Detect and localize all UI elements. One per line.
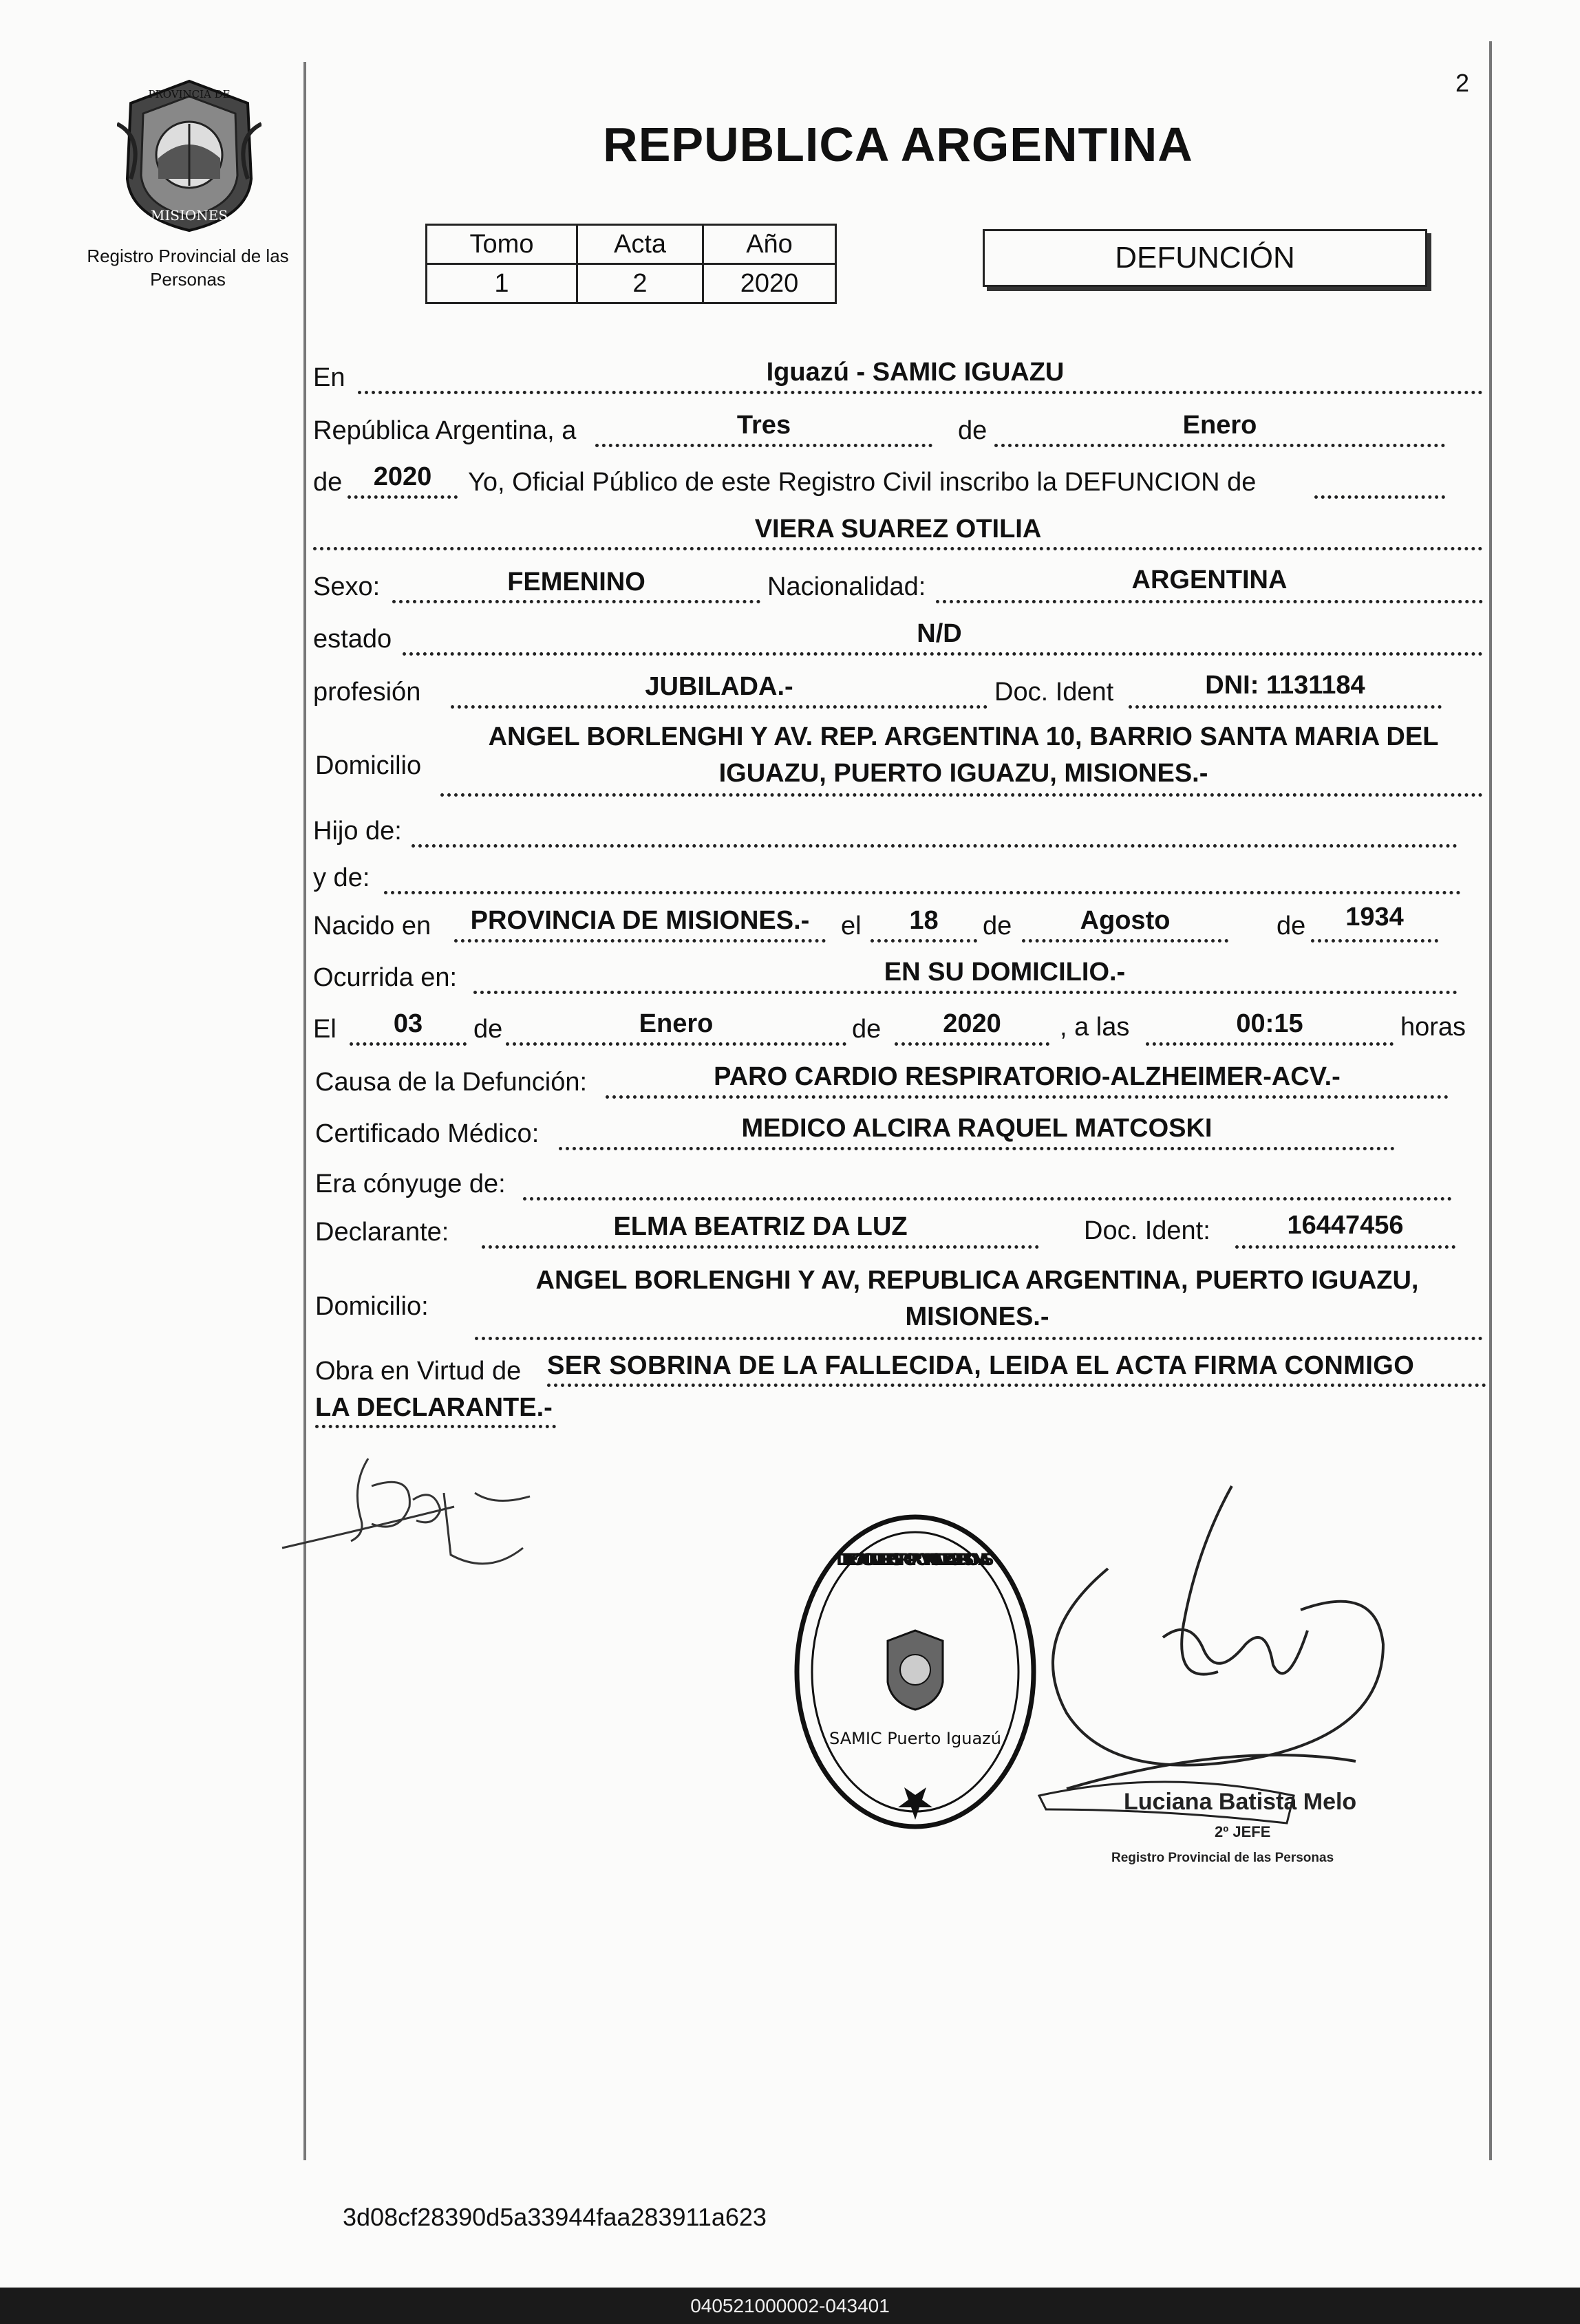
domicilio2-label: Domicilio: xyxy=(315,1292,429,1321)
de-label: de xyxy=(983,912,1012,940)
el-label: El xyxy=(313,1015,337,1044)
sexo-label: Sexo: xyxy=(313,572,381,601)
page-number: 2 xyxy=(1455,69,1470,97)
oficial-text: Yo, Oficial Público de este Registro Civil inscribo la DEFUNCION de xyxy=(468,468,1257,497)
declarante-label: Declarante: xyxy=(315,1218,449,1247)
dotted-line xyxy=(440,793,1483,797)
a-las-label: , a las xyxy=(1060,1013,1130,1042)
dotted-line xyxy=(350,1042,467,1046)
left-border xyxy=(303,62,306,2160)
dotted-line xyxy=(1235,1245,1455,1249)
horas-label: horas xyxy=(1400,1013,1466,1042)
table-header-row xyxy=(427,225,836,264)
death-day-value: 03 xyxy=(393,1009,423,1038)
de-label: de xyxy=(473,1015,503,1044)
header-tomo: Tomo xyxy=(427,225,577,264)
y-de-label: y de: xyxy=(313,863,370,892)
nacido-label: Nacido en xyxy=(313,912,431,940)
birth-year-value: 1934 xyxy=(1345,903,1404,932)
dotted-line xyxy=(506,1042,846,1046)
dotted-line xyxy=(348,495,458,499)
death-time-value: 00:15 xyxy=(1236,1009,1303,1038)
obra-label: Obra en Virtud de xyxy=(315,1357,522,1386)
signatory-role: 2º JEFE xyxy=(1215,1823,1271,1840)
dotted-line xyxy=(1146,1042,1394,1046)
dotted-line xyxy=(871,939,977,943)
header-anio: Año xyxy=(703,225,836,264)
death-year-value: 2020 xyxy=(943,1009,1001,1038)
profesion-value: JUBILADA.- xyxy=(645,672,793,701)
dotted-line xyxy=(392,600,760,603)
document-type-box: DEFUNCIÓN xyxy=(983,229,1427,287)
birth-day-value: 18 xyxy=(909,906,939,935)
svg-text:SAMIC Puerto Iguazú: SAMIC Puerto Iguazú xyxy=(829,1729,1001,1748)
value-acta: 2 xyxy=(577,264,703,303)
dotted-line xyxy=(936,600,1483,603)
domicilio-line1: ANGEL BORLENGHI Y AV. REP. ARGENTINA 10, BARRIO SANTA MARIA DEL xyxy=(488,722,1439,751)
header-acta: Acta xyxy=(577,225,703,264)
ocurrida-label: Ocurrida en: xyxy=(313,963,458,992)
dotted-line xyxy=(559,1147,1395,1150)
organization-name: Registro Provincial de las Personas xyxy=(87,246,289,290)
domicilio2-line1: ANGEL BORLENGHI Y AV, REPUBLICA ARGENTINA, PUERTO IGUAZU, xyxy=(535,1266,1419,1295)
svg-text:DELEGACION DEL REGISTRO PROVIN: DELEGACION DEL REGISTRO PROVINCIAL DE LAS PERSONAS xyxy=(836,1550,994,1569)
estado-label: estado xyxy=(313,625,392,654)
domicilio2-line2: MISIONES.- xyxy=(905,1302,1049,1331)
birth-month-value: Agosto xyxy=(1080,906,1171,935)
value-tomo: 1 xyxy=(427,264,577,303)
conyuge-label: Era cónyuge de: xyxy=(315,1170,506,1198)
causa-value: PARO CARDIO RESPIRATORIO-ALZHEIMER-ACV.- xyxy=(714,1062,1341,1091)
dotted-line xyxy=(475,1337,1483,1340)
nacionalidad-value: ARGENTINA xyxy=(1131,566,1288,594)
declarante-value: ELMA BEATRIZ DA LUZ xyxy=(613,1212,908,1241)
signatory-name: Luciana Batista Melo xyxy=(1124,1789,1357,1815)
obra-line2: LA DECLARANTE.- xyxy=(315,1393,553,1422)
dotted-line xyxy=(384,891,1461,894)
registry-table xyxy=(425,224,837,304)
dotted-line xyxy=(895,1042,1049,1046)
deceased-name-value: VIERA SUAREZ OTILIA xyxy=(754,515,1042,544)
dotted-line xyxy=(315,1425,556,1428)
dotted-line xyxy=(547,1384,1486,1387)
de-label: de xyxy=(313,468,343,497)
dotted-line xyxy=(451,705,988,709)
day-words-value: Tres xyxy=(736,411,791,440)
domicilio-line2: IGUAZU, PUERTO IGUAZU, MISIONES.- xyxy=(718,759,1208,788)
nacionalidad-label: Nacionalidad: xyxy=(767,572,926,601)
place-value: Iguazú - SAMIC IGUAZU xyxy=(766,358,1065,387)
causa-label: Causa de la Defunción: xyxy=(315,1068,588,1097)
dotted-line xyxy=(358,391,1483,394)
dotted-line xyxy=(313,547,1483,550)
profesion-label: profesión xyxy=(313,678,421,707)
dotted-line xyxy=(473,991,1458,994)
republica-label: República Argentina, a xyxy=(313,416,577,445)
certificado-value: MEDICO ALCIRA RAQUEL MATCOSKI xyxy=(741,1114,1213,1143)
doc-ident-value: DNI: 1131184 xyxy=(1205,671,1365,700)
doc-ident2-value: 16447456 xyxy=(1287,1211,1404,1240)
dotted-line xyxy=(412,844,1458,848)
dotted-line xyxy=(1129,705,1442,709)
dotted-line xyxy=(523,1197,1452,1201)
hijo-label: Hijo de: xyxy=(313,817,402,846)
year-value: 2020 xyxy=(373,462,432,491)
obra-line1: SER SOBRINA DE LA FALLECIDA, LEIDA EL ACTA FIRMA CONMIGO xyxy=(547,1351,1415,1380)
dotted-line xyxy=(482,1245,1039,1249)
dotted-line xyxy=(1311,939,1438,943)
en-label: En xyxy=(313,363,345,392)
dotted-line xyxy=(454,939,826,943)
signatory-org: Registro Provincial de las Personas xyxy=(1111,1851,1334,1865)
table-row xyxy=(427,264,836,303)
document-hash: 3d08cf28390d5a33944faa283911a623 xyxy=(343,2203,767,2231)
dotted-line xyxy=(1022,939,1228,943)
death-month-value: Enero xyxy=(639,1009,714,1038)
dotted-line xyxy=(1314,495,1445,499)
right-border xyxy=(1489,41,1492,2160)
certificado-label: Certificado Médico: xyxy=(315,1119,540,1148)
dotted-line xyxy=(994,444,1445,447)
page-title: REPUBLICA ARGENTINA xyxy=(603,118,1193,171)
official-seal-stamp xyxy=(791,1510,1039,1833)
domicilio-label: Domicilio xyxy=(315,751,422,780)
el-label: el xyxy=(841,912,862,940)
dotted-line xyxy=(606,1095,1449,1099)
svg-text:MISIONES: MISIONES xyxy=(150,207,228,224)
de-label: de xyxy=(1277,912,1306,940)
month-words-value: Enero xyxy=(1182,411,1257,440)
svg-text:PROVINCIA DE: PROVINCIA DE xyxy=(148,88,231,100)
sexo-value: FEMENINO xyxy=(507,568,645,596)
footer-id: 040521000002-043401 xyxy=(0,2288,1580,2324)
de-label: de xyxy=(958,416,988,445)
nacido-value: PROVINCIA DE MISIONES.- xyxy=(470,906,810,935)
dotted-line xyxy=(595,444,932,447)
doc-ident2-label: Doc. Ident: xyxy=(1084,1216,1210,1245)
dotted-line xyxy=(403,652,1483,656)
declarant-signature xyxy=(268,1445,585,1582)
value-anio: 2020 xyxy=(703,264,836,303)
doc-ident-label: Doc. Ident xyxy=(994,678,1114,707)
ocurrida-value: EN SU DOMICILIO.- xyxy=(884,958,1126,987)
estado-value: N/D xyxy=(917,619,962,648)
de-label: de xyxy=(852,1015,882,1044)
